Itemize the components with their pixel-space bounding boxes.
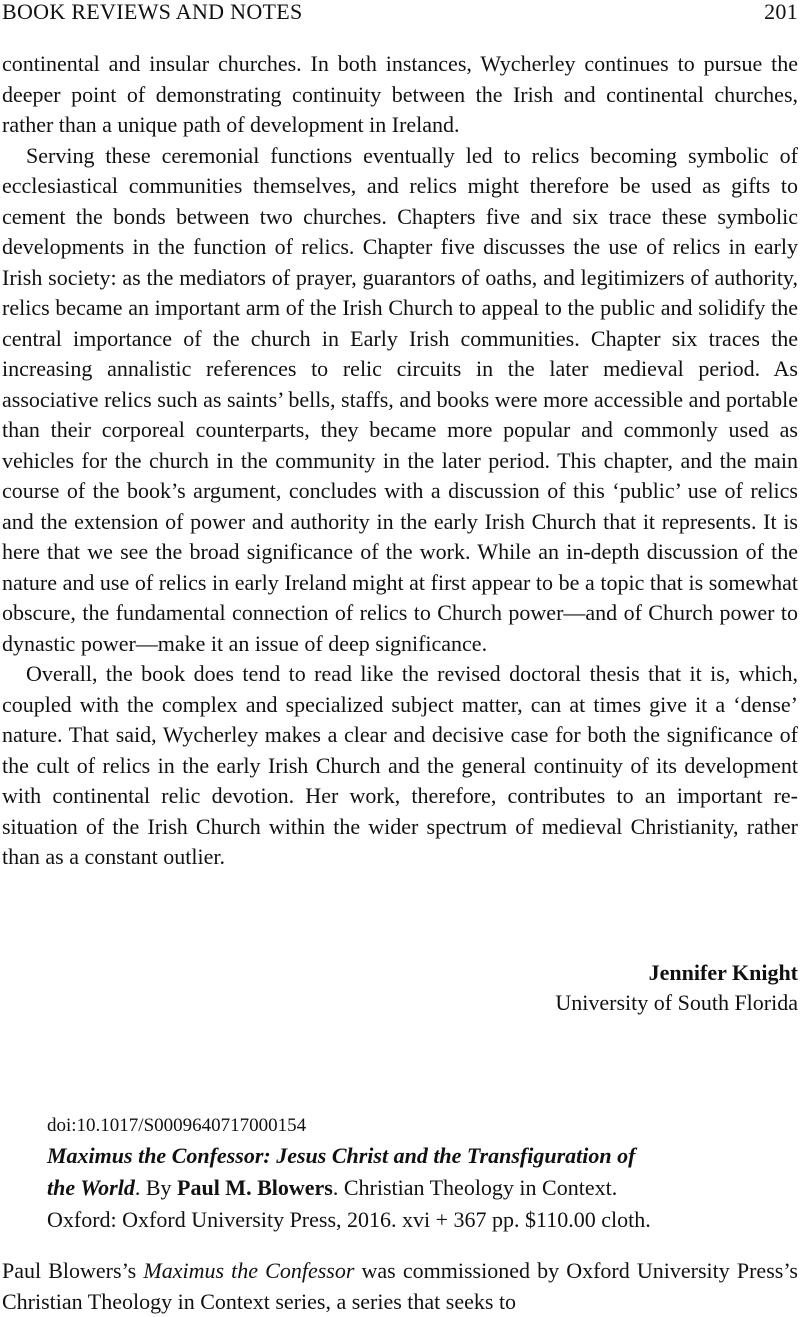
paragraph-overall: Overall, the book does tend to read like the revised doctoral thesis that it is, which, coupled with the complex and specialized subject matter, can at times give it a ‘dense’ nature. That said, Wycherley makes a clear and decisive case for both the significance of the cult of relics in the early Irish Church and the general continuity of its development with continental relic devotion. Her work, therefore, contributes to an important re-situation of the Irish Church within the wider spectrum of medieval Christianity, rather than as a constant outlier. xyxy=(2,661,798,869)
book-title-part2: the World xyxy=(47,1175,135,1200)
next-review-opening xyxy=(2,1256,798,1317)
book-author: Paul M. Blowers xyxy=(177,1175,333,1200)
review-body-text xyxy=(2,49,798,873)
opening-book-title: Maximus the Confessor xyxy=(143,1258,355,1283)
page-number: 201 xyxy=(764,0,798,24)
running-title: BOOK REVIEWS AND NOTES xyxy=(2,0,303,24)
reviewer-affiliation: University of South Florida xyxy=(555,990,798,1015)
reviewer-signature xyxy=(555,958,798,1018)
running-header xyxy=(2,0,798,26)
paragraph-continuation: continental and insular churches. In both instances, Wycherley continues to pursue the deeper point of demonstrating continuity between the Irish and continental churches, rather than a unique path of development in Ireland. xyxy=(2,51,798,137)
publisher-info: Oxford: Oxford University Press, 2016. xvi + 367 pp. $110.00 cloth. xyxy=(47,1207,651,1232)
doi-link[interactable]: doi:10.1017/S0009640717000154 xyxy=(47,1115,307,1136)
reviewer-name: Jennifer Knight xyxy=(648,960,798,985)
paragraph-relics-symbolic: Serving these ceremonial functions eventually led to relics becoming symbolic of ecclesiastical communities themselves, and relics might therefore be used as gifts to cement the bonds between two churches. Chapters five and six trace these symbolic developments in the function of relics. Chapter five discusses the use of relics in early Irish society: as the mediators of prayer, guarantors of oaths, and legitimizers of authority, relics became an important arm of the Irish Church to appeal to the public and solidify the central importance of the church in Early Irish communities. Chapter six traces the increasing annalistic references to relic circuits in the later medieval period. As associative relics such as saints’ bells, staffs, and books were more accessible and portable than their corporeal counterparts, they became more popular and commonly used as vehicles for the church in the community in the later period. This chapter, and the main course of the book’s argument, concludes with a discussion of this ‘public’ use of relics and the extension of power and authority in the early Irish Church that it represents. It is here that we see the broad significance of the work. While an in-depth discussion of the nature and use of relics in early Ireland might at first appear to be a topic that is somewhat obscure, the fundamental connection of relics to Church power—and of Church power to dynastic power—make it an issue of deep significance. xyxy=(2,142,798,656)
by-text: . By xyxy=(134,1175,178,1200)
book-citation xyxy=(47,1140,767,1236)
next-review-heading xyxy=(47,1112,767,1236)
opening-paragraph xyxy=(2,1256,798,1317)
opening-start: Paul Blowers’s xyxy=(2,1258,144,1283)
opening-rest: was commissioned by Oxford University Press’s Christian Theology in Context series, a series that seeks to xyxy=(2,1258,798,1314)
book-title-part1: Maximus the Confessor: Jesus Christ and the Transfiguration of xyxy=(47,1143,636,1168)
book-series: . Christian Theology in Context. xyxy=(332,1175,618,1200)
